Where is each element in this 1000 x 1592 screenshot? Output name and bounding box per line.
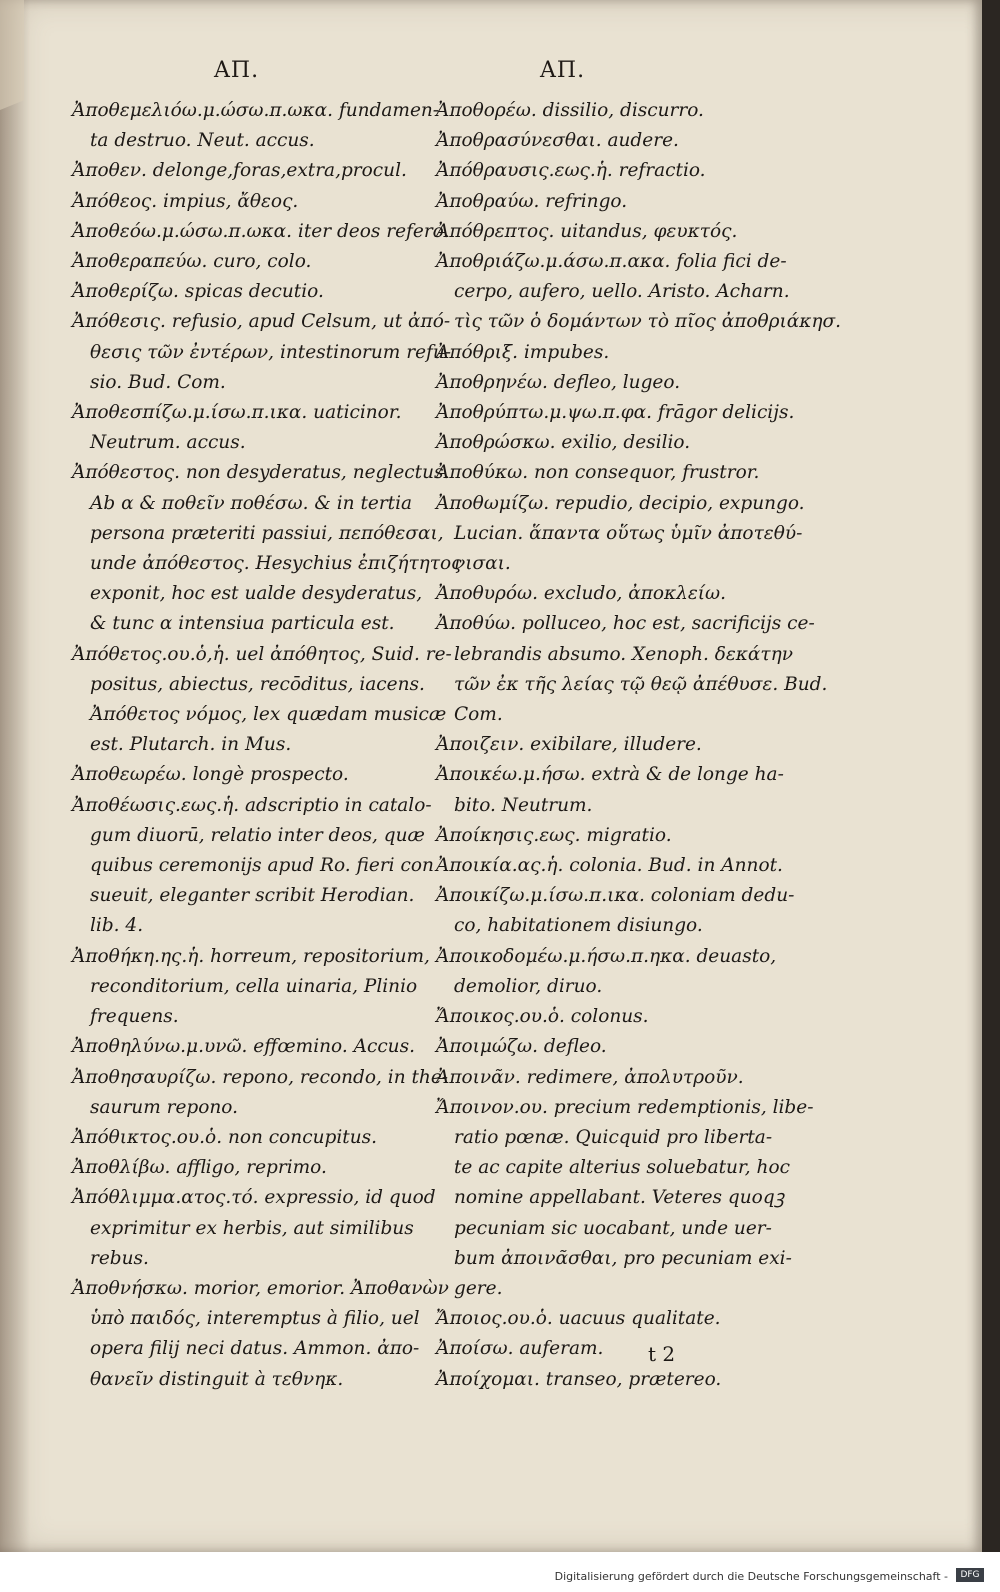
text-line: Ἀπόθλιμμα.ατος.τό. expressio, id quod: [72, 1187, 436, 1209]
right-column: [436, 96, 842, 1395]
signature-mark: t 2: [648, 1342, 676, 1366]
text-line: reconditorium, cella uinaria, Plinio: [90, 975, 418, 997]
text-line: Ἀπόθρεπτος. uitandus, φευκτός.: [436, 220, 738, 242]
text-line: Ἄποιος.ου.ὁ. uacuus qualitate.: [436, 1308, 721, 1330]
text-line: Ἀποικία.ας.ἡ. colonia. Bud. in Annot.: [436, 855, 783, 877]
text-line: Ἀποθύκω. non consequor, frustror.: [436, 462, 760, 484]
text-line: & tunc α intensiua particula est.: [90, 613, 395, 635]
text-line: persona præteriti passiui, πεπόθεσαι,: [90, 522, 444, 544]
text-line: te ac capite alterius soluebatur, hoc: [454, 1157, 790, 1179]
text-line: Ἀπόθεος. impius, ἄθεος.: [72, 190, 299, 212]
text-line: θεσις τῶν ἐντέρων, intestinorum refu-: [90, 341, 452, 363]
text-line: exprimitur ex herbis, aut similibus: [90, 1217, 414, 1239]
text-line: unde ἀπόθεστος. Hesychius ἐπιζήτητος: [90, 553, 462, 575]
text-line: Ἀποθεσπίζω.μ.ίσω.π.ικα. uaticinor.: [72, 402, 402, 424]
text-line: τὶς τῶν ὁ δομάντων τὸ πῖος ἀποθριάκησ.: [454, 311, 842, 333]
text-line: Ἀποίσω. auferam.: [436, 1338, 604, 1360]
text-line: Ἀποθηλύνω.μ.υνῶ. effœmino. Accus.: [72, 1036, 415, 1058]
text-line: Ἀποθεραπεύω. curo, colo.: [72, 251, 312, 273]
text-line: Ἀπόθετος νόμος, lex quædam musicæ: [90, 704, 447, 726]
text-line: Ἀποίκησις.εως. migratio.: [436, 824, 672, 846]
text-line: sio. Bud. Com.: [90, 371, 226, 393]
text-line: ὑπὸ παιδός, interemptus à filio, uel: [90, 1308, 420, 1330]
text-line: lib. 4.: [90, 915, 144, 937]
text-line: Ἀπόθεσις. refusio, apud Celsum, ut ἀπό-: [72, 311, 451, 333]
running-head-left: ΑΠ.: [214, 58, 260, 83]
text-line: est. Plutarch. in Mus.: [90, 734, 292, 756]
text-line: co, habitationem disiungo.: [454, 915, 703, 937]
text-line: cerpo, aufero, uello. Aristo. Acharn.: [454, 281, 790, 303]
text-line: quibus ceremonijs apud Ro. fieri con: [90, 855, 434, 877]
text-line: Ἀποικοδομέω.μ.ήσω.π.ηκα. deuasto,: [436, 945, 777, 967]
text-line: Ἀποιζειν. exibilare, illudere.: [436, 734, 702, 756]
text-line: Ἀποθεν. delonge,foras,extra,procul.: [72, 160, 407, 182]
text-line: Ἀποθεόω.μ.ώσω.π.ωκα. iter deos refero.: [72, 220, 450, 242]
text-line: Ἀποθριάζω.μ.άσω.π.ακα. folia fici de-: [436, 251, 787, 273]
text-line: Ἀποιμώζω. defleo.: [436, 1036, 607, 1058]
text-line: ratio pœnæ. Quicquid pro liberta-: [454, 1126, 773, 1148]
text-line: Neutrum. accus.: [90, 432, 246, 454]
text-line: Ἀπόθριξ. impubes.: [436, 341, 610, 363]
text-line: Ἀποθύω. polluceo, hoc est, sacrificijs ce-: [436, 613, 815, 635]
text-line: ta destruo. Neut. accus.: [90, 130, 315, 152]
text-line: Ἀποθερίζω. spicas decutio.: [72, 281, 324, 303]
text-line: nomine appellabant. Veteres quoqꝫ: [454, 1187, 785, 1209]
text-line: Ἀποθυρόω. excludo, ἀποκλείω.: [436, 583, 727, 605]
text-line: gum diuorū, relatio inter deos, quæ: [90, 824, 425, 846]
text-line: demolior, diruo.: [454, 975, 603, 997]
text-line: Ἀποθωμίζω. repudio, decipio, expungo.: [436, 492, 805, 514]
text-line: Ἀπόθραυσις.εως.ἡ. refractio.: [436, 160, 706, 182]
text-line: Ἀπόθικτος.ου.ὁ. non concupitus.: [72, 1126, 377, 1148]
text-line: lebrandis absumo. Xenoph. δεκάτην: [454, 643, 793, 665]
left-column: [72, 96, 462, 1395]
dfg-logo: DFG: [956, 1568, 984, 1582]
text-line: frequens.: [90, 1006, 179, 1028]
text-line: saurum repono.: [90, 1096, 238, 1118]
page-fold: [0, 0, 24, 110]
text-line: sueuit, eleganter scribit Herodian.: [90, 885, 415, 907]
text-line: Ab α & ποθεῖν ποθέσω. & in tertia: [90, 492, 413, 514]
text-line: τῶν ἐκ τῆς λείας τῷ θεῷ ἀπέθυσε. Bud.: [454, 673, 828, 695]
text-line: Ἀποικίζω.μ.ίσω.π.ικα. coloniam dedu-: [436, 885, 795, 907]
text-line: θανεῖν distinguit à τεθνηκ.: [90, 1368, 344, 1390]
text-line: Ἀποθνήσκω. morior, emorior. Ἀποθανὼν: [72, 1277, 449, 1299]
text-line: pecuniam sic uocabant, unde uer-: [454, 1217, 772, 1239]
text-line: Ἀποθλίβω. affligo, reprimo.: [72, 1157, 327, 1179]
text-line: Ἄποινον.ου. precium redemptionis, libe-: [436, 1096, 814, 1118]
text-line: Ἀποθρασύνεσθαι. audere.: [436, 130, 679, 152]
text-line: Ἀποινᾶν. redimere, ἀπολυτροῦν.: [436, 1066, 744, 1088]
text-line: bum ἀποινᾶσθαι, pro pecuniam exi-: [454, 1247, 792, 1269]
footer-bar: [0, 1552, 1000, 1592]
text-line: Ἀποθρύπτω.μ.ψω.π.φα. frāgor delicijs.: [436, 402, 795, 424]
text-line: Ἀποθραύω. refringo.: [436, 190, 628, 212]
text-line: bito. Neutrum.: [454, 794, 593, 816]
text-line: Ἄποικος.ου.ὁ. colonus.: [436, 1006, 649, 1028]
running-head-right: ΑΠ.: [540, 58, 586, 83]
text-line: Ἀποθήκη.ης.ἡ. horreum, repositorium,: [72, 945, 430, 967]
text-line: Ἀπόθετος.ου.ὁ,ἡ. uel ἀπόθητος, Suid. re-: [72, 643, 452, 665]
funding-notice: Digitalisierung gefördert durch die Deutsche Forschungsgemeinschaft -: [554, 1570, 948, 1583]
text-line: gere.: [454, 1277, 503, 1299]
text-line: Ἀποθησαυρίζω. repono, recondo, in the-: [72, 1066, 449, 1088]
text-line: Ἀποθέωσις.εως.ἡ. adscriptio in catalo-: [72, 794, 432, 816]
text-line: Ἀποικέω.μ.ήσω. extrà & de longe ha-: [436, 764, 784, 786]
text-line: rebus.: [90, 1247, 149, 1269]
text-line: opera filij neci datus. Ammon. ἀπο-: [90, 1338, 420, 1360]
text-line: Ἀποθορέω. dissilio, discurro.: [436, 100, 704, 121]
text-line: Ἀποθρώσκω. exilio, desilio.: [436, 432, 691, 454]
text-line: exponit, hoc est ualde desyderatus,: [90, 583, 423, 605]
text-line: Ἀποθεωρέω. longè prospecto.: [72, 764, 349, 786]
text-line: νισαι.: [454, 553, 511, 575]
text-line: Ἀποίχομαι. transeo, prætereo.: [436, 1368, 722, 1390]
text-line: Lucian. ἅπαντα οὕτως ὑμῖν ἀποτεθύ-: [454, 522, 803, 544]
text-line: Ἀποθεμελιόω.μ.ώσω.π.ωκα. fundamen-: [72, 100, 440, 121]
text-line: Ἀποθρηνέω. defleo, lugeo.: [436, 371, 681, 393]
text-line: Ἀπόθεστος. non desyderatus, neglectus.: [72, 462, 450, 484]
text-line: positus, abiectus, recōditus, iacens.: [90, 673, 425, 695]
text-line: Com.: [454, 704, 503, 726]
